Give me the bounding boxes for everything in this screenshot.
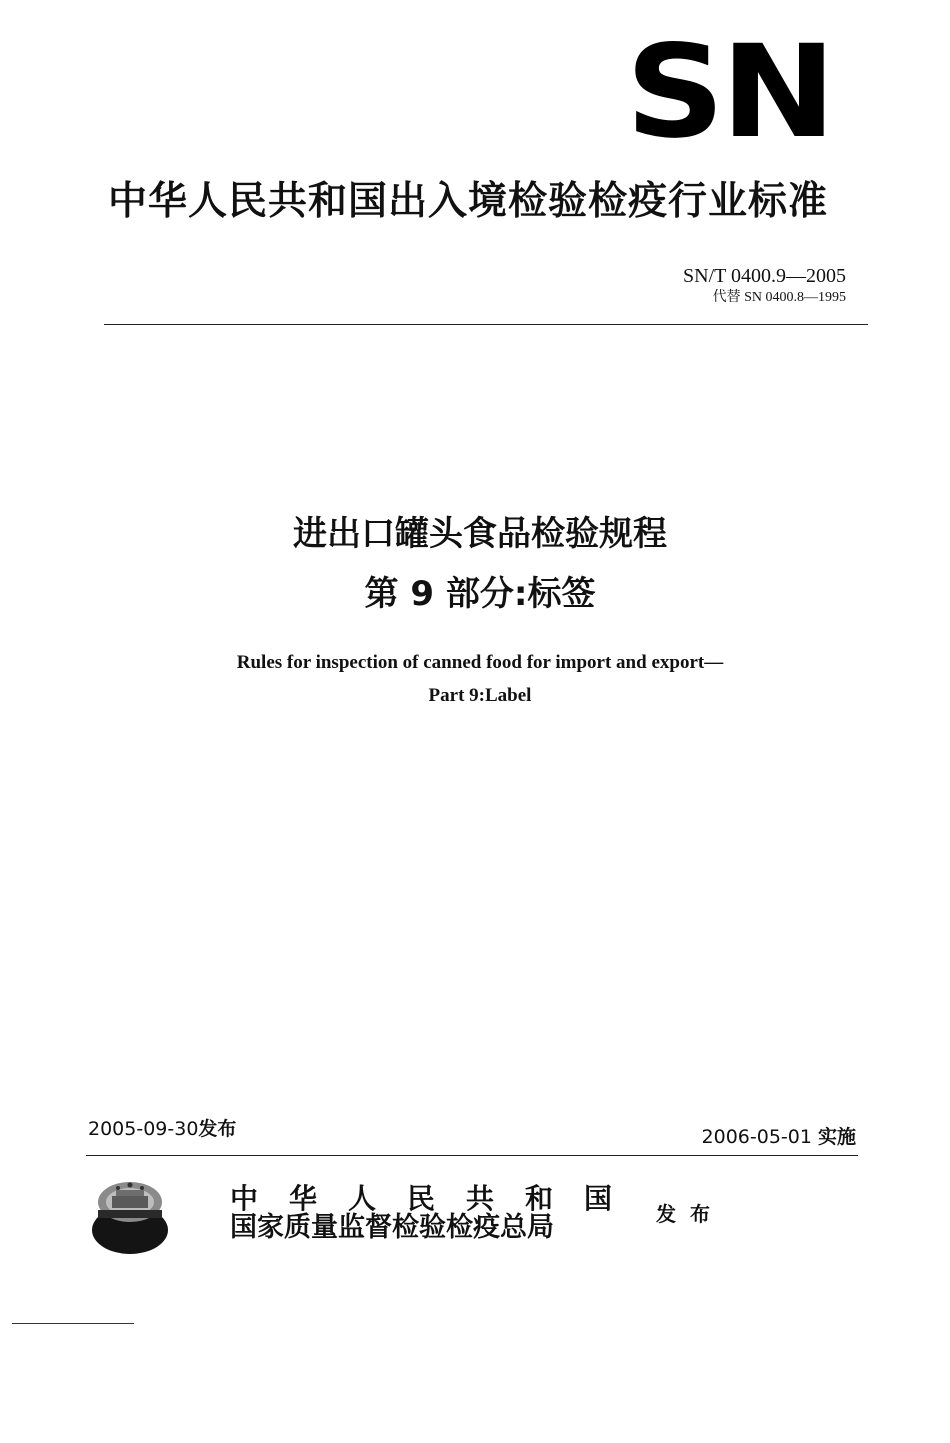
footnote-rule [12,1323,134,1324]
footer-divider [86,1155,858,1156]
title-english-main: Rules for inspection of canned food for import and export— [236,652,724,673]
effective-date-value: 2006-05-01 [701,1126,812,1148]
title-english-part: Part 9:Label [428,685,532,706]
publisher-country: 中华人民共和国 [230,1182,644,1215]
national-emblem-icon [90,1180,170,1256]
sn-logo: SN [625,18,832,167]
issue-date [88,1116,236,1142]
title-chinese-main: 进出口罐头食品检验规程 [293,514,667,554]
publisher-agency: 国家质量监督检验检疫总局 [230,1212,554,1243]
title-chinese-part: 第 9 部分:标签 [364,574,596,614]
issue-date-label: 发布 [198,1118,237,1140]
header-divider [104,324,868,325]
issue-date-value: 2005-09-30 [88,1118,199,1140]
replaces-standard: 代替 SN 0400.8—1995 [712,290,846,305]
publisher-action: 发布 [656,1202,724,1226]
effective-date [702,1124,856,1150]
standard-number: SN/T 0400.9—2005 [683,265,846,287]
issuer-banner: 中华人民共和国出入境检验检疫行业标准 [108,179,829,224]
effective-date-label: 实施 [817,1126,856,1148]
